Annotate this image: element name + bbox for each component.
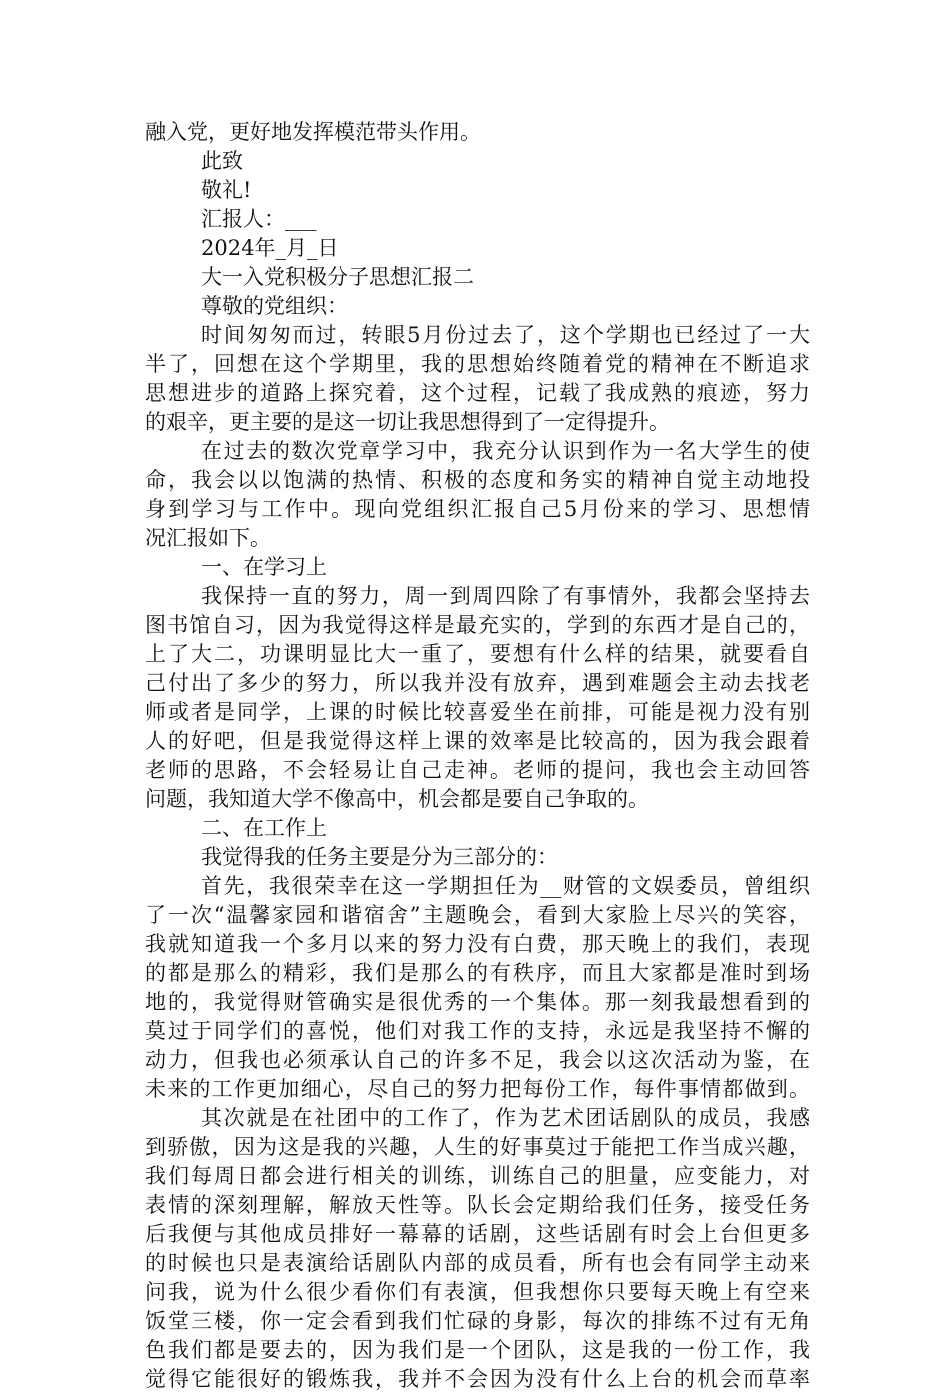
text-line: 问我，说为什么很少看你们有表演，但我想你只要每天晚上有空来 [145,1280,810,1304]
text-line: 动力，但我也必须承认自己的许多不足，我会以这次活动为鉴，在 [145,1048,810,1072]
text-line: 人的好吧，但是我觉得这样上课的效率是比较高的，因为我会跟着 [145,729,810,753]
text-line: 到骄傲，因为这是我的兴趣，人生的好事莫过于能把工作当成兴趣， [145,1135,810,1159]
text-line: 我保持一直的努力，周一到周四除了有事情外，我都会坚持去 [201,584,810,608]
text-line: 思想进步的道路上探究着，这个过程，记载了我成熟的痕迹，努力 [145,381,810,405]
text-line: 的时候也只是表演给话剧队内部的成员看，所有也会有同学主动来 [145,1251,810,1275]
text-line: 图书馆自习，因为我觉得这样是最充实的，学到的东西才是自己的， [145,613,810,637]
text-line: 饭堂三楼，你一定会看到我们忙碌的身影，每次的排练不过有无角 [145,1309,810,1333]
text-line: 觉得它能很好的锻炼我，我并不会因为没有什么上台的机会而草率 [145,1367,810,1391]
text-line: 2024年_月_日 [201,236,339,260]
text-line: 老师的思路，不会轻易让自己走神。老师的提问，我也会主动回答 [145,758,810,782]
text-line: 敬礼! [201,178,252,202]
text-line: 的艰辛，更主要的是这一切让我思想得到了一定得提升。 [145,410,670,434]
text-line: 了一次“温馨家园和谐宿舍”主题晚会，看到大家脸上尽兴的笑容， [145,903,810,927]
text-line: 己付出了多少的努力，所以我并没有放弃，遇到难题会主动去找老 [145,671,810,695]
text-line: 尊敬的党组织： [201,294,348,318]
text-line: 命，我会以以饱满的热情、积极的态度和务实的精神自觉主动地投 [145,468,810,492]
text-line: 师或者是同学，上课的时候比较喜爱坐在前排，可能是视力没有别 [145,700,810,724]
text-line: 的都是那么的精彩，我们是那么的有秩序，而且大家都是准时到场 [145,961,810,985]
text-line: 其次就是在社团中的工作了，作为艺术团话剧队的成员，我感 [201,1106,810,1130]
text-line: 身到学习与工作中。现向党组织汇报自己5月份来的学习、思想情 [145,497,810,521]
text-line: 我就知道我一个多月以来的努力没有白费，那天晚上的我们，表现 [145,932,810,956]
text-line: 融入党，更好地发挥模范带头作用。 [145,120,481,144]
text-line: 未来的工作更加细心，尽自己的努力把每份工作，每件事情都做到。 [145,1077,810,1101]
text-line: 二、在工作上 [201,816,327,840]
text-line: 问题，我知道大学不像高中，机会都是要自己争取的。 [145,787,649,811]
text-line: 后我便与其他成员排好一幕幕的话剧，这些话剧有时会上台但更多 [145,1222,810,1246]
text-line: 上了大二，功课明显比大一重了，要想有什么样的结果，就要看自 [145,642,810,666]
text-line: 地的，我觉得财管确实是很优秀的一个集体。那一刻我最想看到的 [145,990,810,1014]
text-line: 一、在学习上 [201,555,327,579]
text-line: 时间匆匆而过，转眼5月份过去了，这个学期也已经过了一大 [201,323,810,347]
text-line: 此致 [201,149,243,173]
text-line: 我们每周日都会进行相关的训练，训练自己的胆量，应变能力，对 [145,1164,810,1188]
text-line: 色我们都是要去的，因为我们是一个团队，这是我的一份工作，我 [145,1338,810,1362]
text-line: 首先，我很荣幸在这一学期担任为__财管的文娱委员，曾组织 [201,874,810,898]
text-line: 莫过于同学们的喜悦，他们对我工作的支持，永远是我坚持不懈的 [145,1019,810,1043]
text-line: 表情的深刻理解，解放天性等。队长会定期给我们任务，接受任务 [145,1193,810,1217]
text-line: 汇报人：___ [201,207,317,231]
document-body [145,118,810,1394]
text-line: 半了，回想在这个学期里，我的思想始终随着党的精神在不断追求 [145,352,810,376]
text-line: 我觉得我的任务主要是分为三部分的： [201,845,558,869]
text-line: 在过去的数次党章学习中，我充分认识到作为一名大学生的使 [201,439,810,463]
text-line: 大一入党积极分子思想汇报二 [201,265,474,289]
text-line: 况汇报如下。 [145,526,271,550]
